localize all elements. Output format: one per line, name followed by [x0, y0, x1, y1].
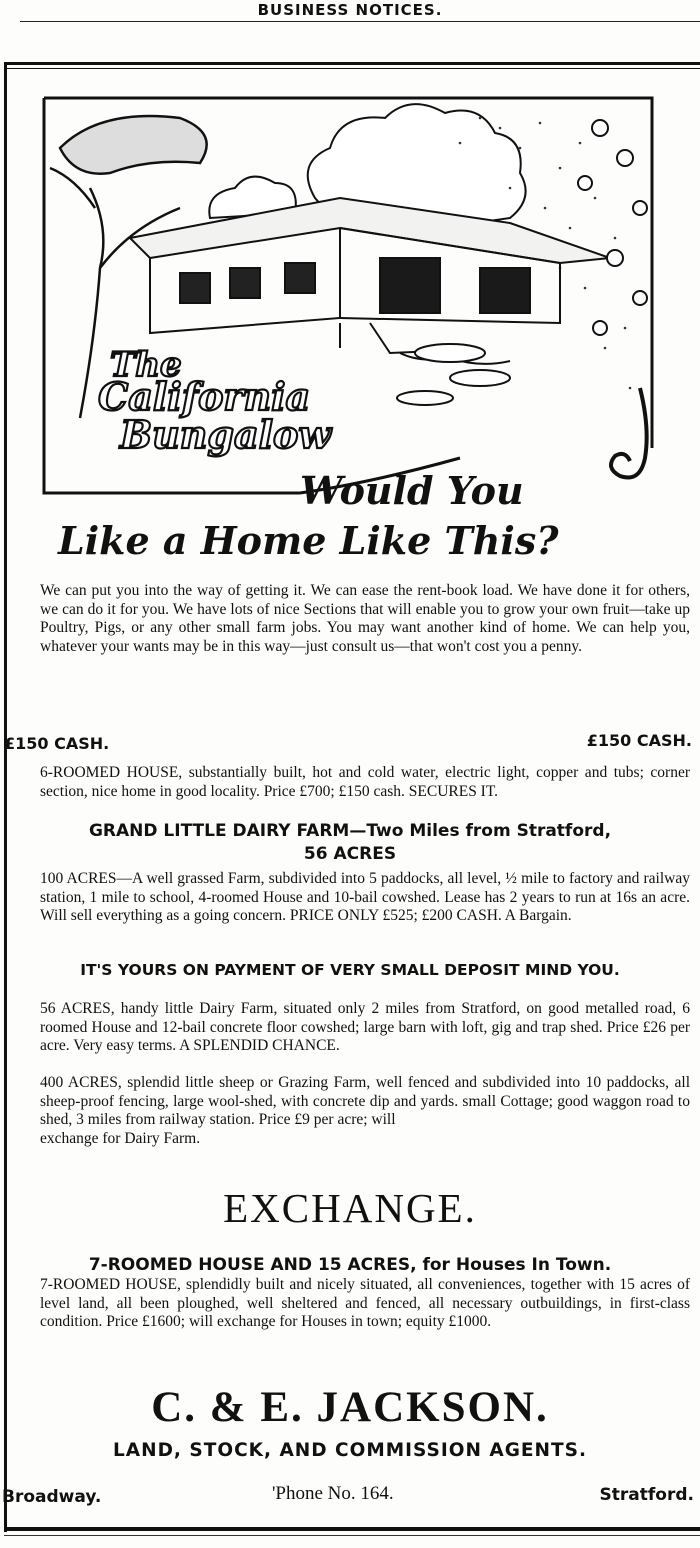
four-hundred-acres-last-line: exchange for Dairy Farm.	[40, 1129, 201, 1147]
house-drawing	[130, 198, 610, 364]
frame-left-rule	[4, 62, 7, 1532]
exchange-heading: EXCHANGE.	[223, 1185, 477, 1231]
dairy-farm-heading: GRAND LITTLE DAIRY FARM—Two Miles from Stratford,	[88, 821, 612, 841]
cash-label-left: £150 CASH.	[4, 734, 110, 753]
illustration-title-line2: California	[98, 374, 311, 419]
firm-phone: 'Phone No. 164.	[272, 1483, 394, 1504]
swirl-ornament	[611, 388, 647, 478]
firm-town: Stratford.	[599, 1485, 694, 1505]
bungalow-illustration	[40, 88, 662, 508]
fruit-tree-drawing	[578, 120, 647, 335]
seven-room-heading: 7-ROOMED HOUSE AND 15 ACRES, for Houses In Town.	[88, 1255, 612, 1275]
path-stones	[397, 344, 510, 405]
four-hundred-acres-listing	[40, 1074, 690, 1148]
header-rule	[20, 21, 700, 22]
frame-bottom-rule-thin	[4, 1535, 700, 1536]
hundred-acres-listing: 100 ACRES—A well grassed Farm, subdivided into 5 paddocks, all level, ½ mile to factory and railway station, 1 mile to school, 4-roomed House and 10-bail cowshed. Lease has 2 years to run at 16s an acre. Will sell everything as a going concern. PRICE ONLY £525; £200 CASH. A Bargain.	[40, 870, 690, 925]
seven-room-listing: 7-ROOMED HOUSE, splendidly built and nicely situated, all conveniences, together with 15 acres of level land, all been ploughed, well sheltered and fenced, all necessary outbuildings, in first-class condition. Price £1600; will exchange for Houses in town; equity £1000.	[40, 1276, 690, 1331]
illustration-title-line1: The	[110, 345, 182, 385]
headline-line2: Like a Home Like This?	[58, 518, 559, 563]
headline-line1: Would You	[300, 468, 524, 513]
firm-name: C. & E. JACKSON.	[151, 1384, 549, 1431]
firm-agents-line: LAND, STOCK, AND COMMISSION AGENTS.	[112, 1440, 587, 1461]
firm-street: Broadway.	[2, 1487, 102, 1507]
section-header: BUSINESS NOTICES.	[257, 1, 443, 19]
six-room-listing: 6-ROOMED HOUSE, substantially built, hot and cold water, electric light, copper and tubs; corner section, nice home in good locality. Price £700; £150 cash. SECURES IT.	[40, 764, 690, 800]
frame-top-rule	[4, 62, 700, 65]
dairy-farm-acres: 56 ACRES	[303, 844, 397, 864]
illustration-title	[98, 345, 332, 457]
illustration-title-line3: Bungalow	[120, 412, 332, 457]
fifty-six-acres-listing: 56 ACRES, handy little Dairy Farm, situated only 2 miles from Stratford, on good metalled road, 6 roomed House and 12-bail concrete floor cowshed; large barn with loft, gig and trap shed. Price £26 per acre. Very easy terms. A SPLENDID CHANCE.	[40, 1000, 690, 1055]
four-hundred-acres-text: 400 ACRES, splendid little sheep or Grazing Farm, well fenced and subdivided into 10 paddocks, all sheep-proof fencing, large wool-shed, with concrete dip and yards. small Cottage; good waggon road to shed, 3 miles from railway station. Price £9 per acre; will	[40, 1074, 690, 1129]
frame-top-rule-thin	[4, 68, 700, 69]
frame-bottom-rule	[4, 1527, 700, 1531]
intro-paragraph: We can put you into the way of getting it. We can ease the rent-book load. We have done it for others, we can do it for you. We have lots of nice Sections that will enable you to grow your own fruit—take up Poultry, Pigs, or any other small farm jobs. You may want another kind of home. We can help you, whatever your wants may be in this way—just consult us—that won't cost you a penny.	[40, 582, 690, 655]
cash-label-right: £150 CASH.	[586, 731, 692, 750]
small-deposit-heading: IT'S YOURS ON PAYMENT OF VERY SMALL DEPOSIT MIND YOU.	[80, 961, 620, 979]
